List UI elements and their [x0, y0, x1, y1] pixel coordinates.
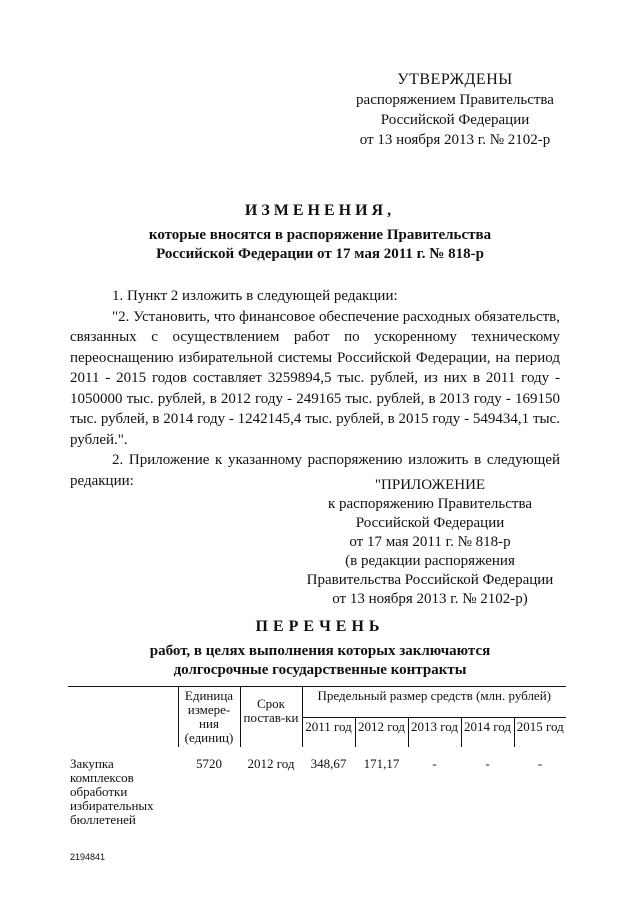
- table-header-term: Срок постав-ки: [240, 687, 302, 748]
- table-header-year: 2012 год: [355, 717, 408, 747]
- approval-block: [330, 70, 580, 150]
- paragraph-3: 2. Приложение к указанному распоряжению изложить в следующей редакции:: [70, 452, 560, 489]
- cell-2012: 171,17: [363, 756, 400, 771]
- appendix-line: (в редакции распоряжения: [345, 553, 515, 569]
- list-subtitle-line: работ, в целях выполнения которых заключаются: [149, 643, 491, 659]
- list-subtitle: [0, 642, 640, 680]
- document-title: ИЗМЕНЕНИЯ,: [244, 202, 396, 219]
- paragraph-1: 1. Пункт 2 изложить в следующей редакции:: [112, 288, 398, 304]
- appendix-block: [300, 476, 560, 609]
- cell-term: 2012 год: [247, 756, 295, 771]
- cell-2013: -: [432, 756, 437, 771]
- table-header-year: 2013 год: [408, 717, 461, 747]
- appendix-line: от 17 мая 2011 г. № 818-р: [349, 534, 511, 550]
- approval-line: распоряжением Правительства: [356, 92, 554, 108]
- table-header-funds: Предельный размер средств (млн. рублей): [302, 687, 566, 718]
- approval-line: Российской Федерации: [380, 112, 530, 128]
- subtitle-line: которые вносятся в распоряжение Правительства: [148, 227, 492, 243]
- cell-2011: 348,67: [310, 756, 347, 771]
- works-table: [68, 686, 566, 829]
- approval-line: от 13 ноября 2013 г. № 2102-р: [359, 132, 551, 148]
- paragraph-2: "2. Установить, что финансовое обеспечение расходных обязательств, связанных с осуществлением работ по ускоренному техническому переоснащению избирательной системы Российской Федерации, на период 2011 - 2015 годов составляет 3259894,5 тыс. рублей, из них в 2011 году - 1050000 тыс. рублей, в 2012 году - 249165 тыс. рублей, в 2013 году - 169150 тыс. рублей, в 2014 году - 1242145,4 тыс. рублей, в 2015 году - 549434,1 тыс. рублей.".: [70, 308, 560, 448]
- table-header-year: 2011 год: [302, 717, 355, 747]
- cell-name: Закупка комплексов обработки избирательных бюллетеней: [70, 756, 154, 827]
- table-header-year: 2014 год: [461, 717, 514, 747]
- appendix-line: "ПРИЛОЖЕНИЕ: [374, 477, 486, 493]
- appendix-line: к распоряжению Правительства: [327, 496, 532, 512]
- appendix-line: Правительства Российской Федерации: [306, 572, 554, 588]
- document-subtitle: [0, 226, 640, 264]
- list-title: ПЕРЕЧЕНЬ: [255, 618, 385, 635]
- table-header-unit: Единица измере-ния (единиц): [178, 687, 240, 748]
- subtitle-line: Российской Федерации от 17 мая 2011 г. № 818-р: [156, 246, 484, 262]
- cell-2015: -: [537, 756, 543, 771]
- document-code: 2194841: [70, 852, 106, 862]
- approval-title: УТВЕРЖДЕНЫ: [397, 71, 513, 88]
- cell-2014: -: [485, 756, 490, 771]
- table-header-name: [68, 687, 178, 748]
- list-subtitle-line: долгосрочные государственные контракты: [173, 662, 467, 678]
- document-body: [70, 286, 560, 491]
- table-row: [68, 747, 566, 829]
- cell-unit: 5720: [196, 756, 222, 771]
- appendix-line: Российской Федерации: [355, 515, 505, 531]
- appendix-line: от 13 ноября 2013 г. № 2102-р): [332, 591, 528, 607]
- table-header-year: 2015 год: [514, 717, 566, 747]
